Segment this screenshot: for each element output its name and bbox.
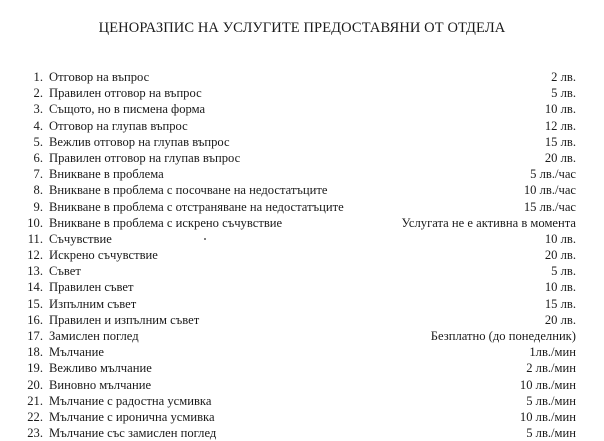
list-item — [0, 279, 604, 295]
item-number: 7. — [33, 167, 43, 182]
item-number: 9. — [33, 199, 43, 214]
item-description: Мълчание с иронична усмивка — [49, 409, 215, 424]
item-number: 11. — [27, 231, 43, 246]
item-number: 21. — [27, 393, 43, 408]
list-item — [0, 118, 604, 134]
item-price: 5 лв./час — [530, 167, 576, 182]
item-price: 20 лв. — [544, 312, 576, 327]
item-number: 20. — [27, 377, 43, 392]
item-number: 18. — [27, 345, 43, 360]
item-price: 10 лв. — [544, 102, 576, 117]
list-item — [0, 360, 604, 376]
list-item — [0, 199, 604, 215]
list-item — [0, 377, 604, 393]
item-price: 1лв./мин — [529, 345, 576, 360]
list-item — [0, 134, 604, 150]
list-item — [0, 85, 604, 101]
item-description: Съвет — [49, 264, 81, 279]
item-price: 5 лв./мин — [526, 393, 576, 408]
item-number: 19. — [27, 361, 43, 376]
item-number: 1. — [33, 70, 43, 84]
list-item — [0, 231, 604, 247]
item-price: 5 лв. — [551, 264, 576, 279]
item-number: 12. — [27, 248, 43, 263]
list-item — [0, 101, 604, 117]
item-description: Вникване в проблема с посочване на недостатъците — [49, 183, 328, 198]
item-number: 13. — [27, 264, 43, 279]
item-number: 15. — [27, 296, 43, 311]
item-price: 10 лв./час — [523, 183, 576, 198]
item-price: 10 лв./мин — [519, 377, 576, 392]
list-item — [0, 409, 604, 425]
item-price: 5 лв./мин — [526, 426, 576, 441]
item-description: Изпълним съвет — [49, 296, 137, 311]
item-price: Безплатно (до понеделник) — [430, 329, 576, 343]
item-price: 10 лв. — [544, 231, 576, 246]
item-price: 5 лв. — [551, 86, 576, 101]
item-description: Вежливо мълчание — [49, 361, 152, 376]
price-list — [0, 69, 604, 441]
item-description: Мълчание с радостна усмивка — [49, 393, 212, 408]
item-price: 2 лв./мин — [526, 361, 576, 376]
item-price: 15 лв. — [544, 296, 576, 311]
item-description: Искрено съчувствие — [49, 248, 158, 263]
item-number: 14. — [27, 280, 43, 295]
item-description: Виновно мълчание — [49, 377, 152, 392]
item-number: 16. — [27, 312, 43, 327]
item-number: 5. — [33, 134, 43, 149]
item-description: Правилен отговор на глупав въпрос — [49, 150, 241, 165]
item-price: 2 лв. — [551, 70, 576, 84]
item-number: 4. — [33, 118, 43, 133]
item-number: 10. — [27, 215, 43, 230]
item-number: 23. — [27, 426, 43, 441]
item-number: 17. — [27, 329, 43, 343]
item-description: Отговор на глупав въпрос — [49, 118, 188, 133]
list-item — [0, 425, 604, 441]
item-description: Отговор на въпрос — [49, 70, 150, 84]
item-description: Вникване в проблема — [49, 167, 164, 182]
list-item — [0, 263, 604, 279]
item-price: 15 лв./час — [523, 199, 576, 214]
item-description: Мълчание със замислен поглед — [49, 426, 217, 441]
scan-speck — [204, 238, 206, 240]
document-title: ЦЕНОРАЗПИС НА УСЛУГИТЕ ПРЕДОСТАВЯНИ ОТ ОТДЕЛА — [98, 20, 506, 36]
item-price: 12 лв. — [544, 118, 576, 133]
item-description: Правилен и изпълним съвет — [49, 312, 200, 327]
item-description: Вникване в проблема с искрено съчувствие — [49, 215, 283, 230]
item-description: Правилен отговор на въпрос — [49, 86, 202, 101]
list-item — [0, 150, 604, 166]
item-description: Вникване в проблема с отстраняване на недостатъците — [49, 199, 344, 214]
item-number: 6. — [33, 150, 43, 165]
list-item — [0, 312, 604, 328]
list-item — [0, 296, 604, 312]
item-description: Същото, но в писмена форма — [49, 102, 206, 117]
item-number: 2. — [33, 86, 43, 101]
list-item — [0, 215, 604, 231]
item-price: 20 лв. — [544, 150, 576, 165]
item-price: 10 лв. — [544, 280, 576, 295]
item-description: Замислен поглед — [49, 329, 139, 343]
item-price: 10 лв./мин — [519, 409, 576, 424]
list-item — [0, 182, 604, 198]
list-item — [0, 247, 604, 263]
item-description: Правилен съвет — [49, 280, 134, 295]
list-item — [0, 328, 604, 344]
list-item — [0, 166, 604, 182]
list-item — [0, 69, 604, 85]
item-number: 8. — [33, 183, 43, 198]
item-price: 15 лв. — [544, 134, 576, 149]
item-description: Съчувствие — [49, 231, 112, 246]
list-item — [0, 393, 604, 409]
item-price: Услугата не е активна в момента — [401, 215, 576, 230]
item-description: Вежлив отговор на глупав въпрос — [49, 134, 230, 149]
item-number: 22. — [27, 409, 43, 424]
item-description: Мълчание — [49, 345, 104, 360]
item-price: 20 лв. — [544, 248, 576, 263]
item-number: 3. — [33, 102, 43, 117]
list-item — [0, 344, 604, 360]
